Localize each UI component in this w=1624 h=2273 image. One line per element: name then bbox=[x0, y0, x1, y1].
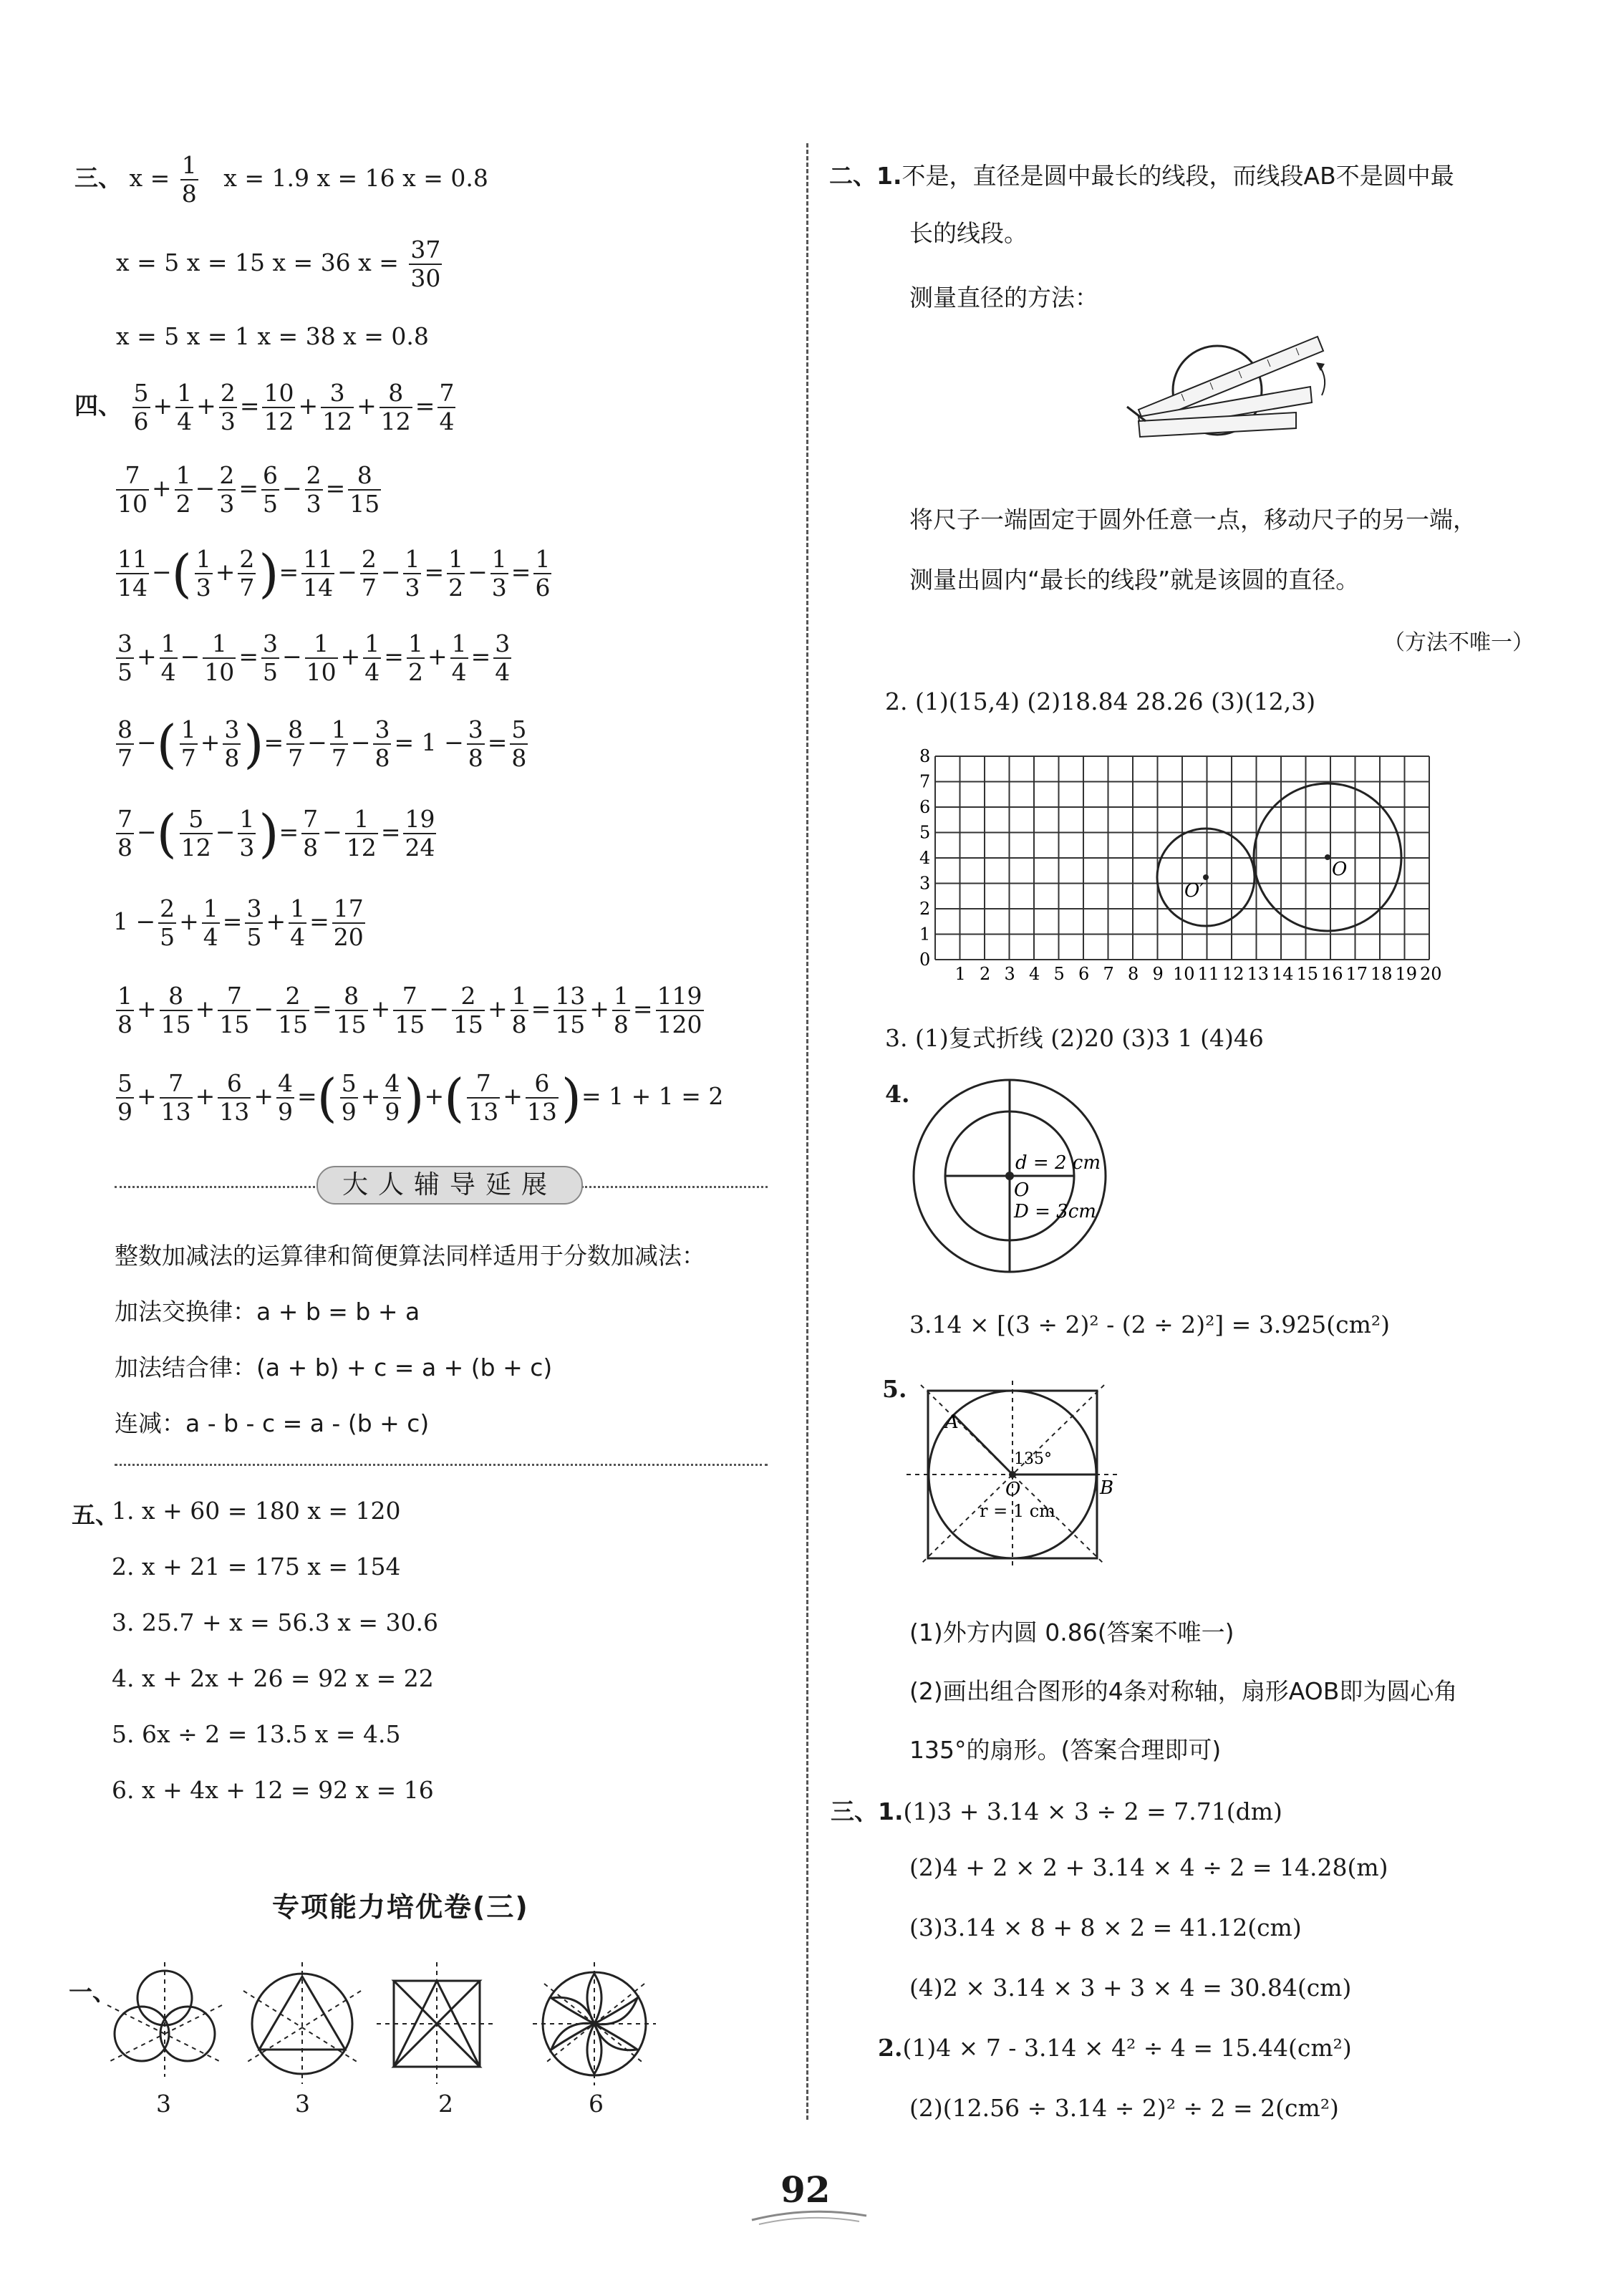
special-label: 一、 bbox=[69, 1978, 116, 2006]
section-4-expr-4: $\frac{3}{5}$ + $\frac{1}{4}$ − $\frac{1}{10}$ = $\frac{3}{5}$ − $\frac{1}{10}$ + $\frac{1}{4}$ = $\frac{1}{2}$ + $\frac{1}{4}$ = $\frac{3}{4}$ bbox=[117, 629, 511, 686]
q2-4-formula: 3.14 × [(3 ÷ 2)² - (2 ÷ 2)²] = 3.925(cm²) bbox=[909, 1311, 1391, 1338]
section-3-row-3: x = 5 x = 1 x = 38 x = 0.8 bbox=[116, 322, 429, 350]
q2-3-text: 3. (1)复式折线 (2)20 (3)3 1 (4)46 bbox=[885, 1024, 1264, 1052]
x-tick-label: 3 bbox=[1004, 964, 1015, 984]
point-O2-label: O′ bbox=[1184, 880, 1204, 902]
extension-banner: 大人辅导延展 bbox=[316, 1166, 583, 1205]
column-divider bbox=[806, 143, 808, 2120]
x-tick-label: 4 bbox=[1029, 964, 1040, 984]
q2-5-answer-2: (2)画出组合图形的4条对称轴，扇形AOB即为圆心角 bbox=[909, 1677, 1458, 1705]
figure-triangle-in-circle bbox=[243, 1962, 361, 2084]
y-tick-label: 3 bbox=[919, 873, 931, 894]
x-tick-label: 15 bbox=[1296, 964, 1319, 984]
axis-count: 2 bbox=[438, 2090, 453, 2118]
section-4-expr-6: $\frac{7}{8}$ −( $\frac{5}{12}$ − $\frac{1}{3}$ )= $\frac{7}{8}$ − $\frac{1}{12}$ = $\frac{19}{24}$ bbox=[117, 803, 435, 864]
section-3-label: 三、 bbox=[74, 164, 122, 192]
q2-1-line-4: 将尺子一端固定于圆外任意一点，移动尺子的另一端， bbox=[909, 506, 1476, 534]
svg-text:A: A bbox=[945, 1411, 959, 1433]
section-5-item: 6. x + 4x + 12 = 92 x = 16 bbox=[112, 1776, 434, 1804]
section-5-item: 4. x + 2x + 26 = 92 x = 22 bbox=[112, 1664, 434, 1692]
section-4-expr-8: $\frac{1}{8}$ + $\frac{8}{15}$ + $\frac{7}{15}$ − $\frac{2}{15}$ = $\frac{8}{15}$ + $\frac{7}{15}$ − $\frac{2}{15}$ + $\frac{1}{8}$ = $\frac{13}{15}$ + $\frac{1}{8}$ = $\frac{119}{120}$ bbox=[117, 982, 702, 1038]
x-tick-label: 8 bbox=[1128, 964, 1139, 984]
y-tick-label: 0 bbox=[919, 950, 931, 970]
section-4-expr-2: $\frac{7}{10}$ + $\frac{1}{2}$ − $\frac{2}{3}$ = $\frac{6}{5}$ − $\frac{2}{3}$ = $\frac{8}{15}$ bbox=[117, 461, 380, 518]
square-circle-figure bbox=[885, 1381, 1128, 1574]
figure-hourglass bbox=[377, 1962, 497, 2084]
q2-1-line-3: 测量直径的方法： bbox=[909, 284, 1098, 312]
y-tick-label: 7 bbox=[919, 771, 931, 792]
section-3-row-1: 三、 x = $\frac{1}{8}$ x = 1.9 x = 16 x = 0.8 bbox=[74, 151, 488, 208]
svg-text:r = 1 cm: r = 1 cm bbox=[980, 1501, 1055, 1521]
figure-flower bbox=[533, 1962, 656, 2085]
page-swoosh bbox=[745, 2206, 874, 2227]
y-tick-label: 5 bbox=[919, 822, 931, 843]
fraction: $\frac{37}{30}$ bbox=[410, 236, 441, 292]
x-tick-label: 19 bbox=[1395, 964, 1418, 984]
y-tick-label: 8 bbox=[919, 746, 931, 766]
x-tick-label: 2 bbox=[980, 964, 991, 984]
section-5-item: 2. x + 21 = 175 x = 154 bbox=[112, 1553, 401, 1581]
y-tick-label: 4 bbox=[919, 848, 931, 868]
section-4-label: 四、 bbox=[74, 392, 122, 420]
annulus-figure bbox=[907, 1074, 1121, 1282]
svg-text:135°: 135° bbox=[1014, 1450, 1052, 1468]
x-tick-label: 11 bbox=[1197, 964, 1220, 984]
extension-intro: 整数加减法的运算律和简便算法同样适用于分数加减法： bbox=[115, 1242, 705, 1270]
fraction: $\frac{1}{8}$ bbox=[181, 151, 197, 208]
q2-1-line-1: 二、1.不是，直径是圆中最长的线段，而线段AB不是圆中最 bbox=[829, 162, 1454, 190]
y-tick-label: 2 bbox=[919, 899, 931, 919]
x-tick-label: 13 bbox=[1247, 964, 1270, 984]
x-tick-label: 17 bbox=[1345, 964, 1368, 984]
svg-text:D = 3cm: D = 3cm bbox=[1014, 1201, 1096, 1222]
x-tick-label: 9 bbox=[1152, 964, 1164, 984]
q3-line-5: 2.(1)4 × 7 - 3.14 × 4² ÷ 4 = 15.44(cm²) bbox=[878, 2034, 1352, 2062]
q2-5-label: 5. bbox=[882, 1375, 907, 1403]
section-4-expr-5: $\frac{8}{7}$ −( $\frac{1}{7}$ + $\frac{3}{8}$ )= $\frac{8}{7}$ − $\frac{1}{7}$ − $\frac{3}{8}$ = 1 − $\frac{3}{8}$ = $\frac{5}{8}$ bbox=[117, 714, 527, 774]
x-tick-label: 6 bbox=[1078, 964, 1090, 984]
divider bbox=[581, 1186, 768, 1188]
extension-rule-3: 连减：a - b - c = a - (b + c) bbox=[115, 1409, 430, 1437]
section-4-expr-9: $\frac{5}{9}$ + $\frac{7}{13}$ + $\frac{6}{13}$ + $\frac{4}{9}$ =( $\frac{5}{9}$ + $\frac{4}{9}$ )+( $\frac{7}{13}$ + $\frac{6}{13}$ )= 1 + 1 = 2 bbox=[117, 1068, 724, 1128]
x-tick-label: 14 bbox=[1272, 964, 1294, 984]
x-tick-label: 20 bbox=[1420, 964, 1442, 984]
section-4-expr-1: 四、 $\frac{5}{6}$ + $\frac{1}{4}$ + $\frac{2}{3}$ = $\frac{10}{12}$ + $\frac{3}{12}$ + $\frac{8}{12}$ = $\frac{7}{4}$ bbox=[74, 379, 455, 435]
section-5-item: 5. 6x ÷ 2 = 13.5 x = 4.5 bbox=[112, 1720, 401, 1748]
x-tick-label: 18 bbox=[1371, 964, 1393, 984]
symmetry-figures bbox=[93, 1962, 809, 2091]
ruler-illustration bbox=[1124, 329, 1339, 480]
section-5-label: 五、 bbox=[72, 1501, 119, 1529]
extension-rule-2: 加法结合律：(a + b) + c = a + (b + c) bbox=[115, 1353, 553, 1381]
svg-text:B: B bbox=[1100, 1477, 1114, 1499]
extension-rule-1: 加法交换律：a + b = b + a bbox=[115, 1298, 420, 1326]
divider bbox=[115, 1464, 768, 1466]
q2-5-answer-1: (1)外方内圆 0.86(答案不唯一) bbox=[909, 1618, 1234, 1646]
q2-5-answer-3: 135°的扇形。(答案合理即可) bbox=[909, 1736, 1222, 1764]
q3-line-3: (3)3.14 × 8 + 8 × 2 = 41.12(cm) bbox=[909, 1914, 1302, 1941]
section-4-expr-7: 1 − $\frac{2}{5}$ + $\frac{1}{4}$ = $\frac{3}{5}$ + $\frac{1}{4}$ = $\frac{17}{20}$ bbox=[113, 894, 364, 951]
special-title: 专项能力培优卷(三) bbox=[272, 1891, 529, 1923]
x-tick-label: 10 bbox=[1173, 964, 1195, 984]
axis-count: 3 bbox=[295, 2090, 310, 2118]
y-tick-label: 6 bbox=[919, 797, 931, 817]
page-number: 92 bbox=[780, 2168, 831, 2211]
svg-text:O: O bbox=[1005, 1479, 1021, 1500]
x-tick-label: 5 bbox=[1053, 964, 1065, 984]
x-tick-label: 16 bbox=[1321, 964, 1343, 984]
q3-line-1: 三、1.(1)3 + 3.14 × 3 ÷ 2 = 7.71(dm) bbox=[831, 1797, 1282, 1825]
figure-three-circles bbox=[107, 1962, 222, 2077]
section-3-row-2: x = 5 x = 15 x = 36 x = $\frac{37}{30}$ bbox=[116, 236, 441, 292]
q3-line-2: (2)4 + 2 × 2 + 3.14 × 4 ÷ 2 = 14.28(m) bbox=[909, 1853, 1388, 1881]
coordinate-grid bbox=[909, 745, 1475, 988]
q3-line-6: (2)(12.56 ÷ 3.14 ÷ 2)² ÷ 2 = 2(cm²) bbox=[909, 2094, 1339, 2122]
x-tick-label: 7 bbox=[1103, 964, 1114, 984]
q2-1-line-2: 长的线段。 bbox=[909, 219, 1028, 247]
section-5-item: 3. 25.7 + x = 56.3 x = 30.6 bbox=[112, 1608, 439, 1636]
divider bbox=[115, 1186, 315, 1188]
q3-line-4: (4)2 × 3.14 × 3 + 3 × 4 = 30.84(cm) bbox=[909, 1974, 1352, 2002]
x-tick-label: 1 bbox=[954, 964, 966, 984]
axis-count: 3 bbox=[156, 2090, 171, 2118]
q2-1-line-5: 测量出圆内“最长的线段”就是该圆的直径。 bbox=[909, 566, 1360, 594]
svg-text:O: O bbox=[1014, 1179, 1030, 1201]
point-O-label: O bbox=[1332, 859, 1348, 880]
y-tick-label: 1 bbox=[919, 924, 931, 945]
section-4-expr-3: $\frac{11}{14}$ −( $\frac{1}{3}$ + $\frac{2}{7}$ )= $\frac{11}{14}$ − $\frac{2}{7}$ − $\frac{1}{3}$ = $\frac{1}{2}$ − $\frac{1}{3}$ = $\frac{1}{6}$ bbox=[117, 544, 551, 604]
q2-1-note: （方法不唯一） bbox=[1383, 630, 1534, 655]
axis-count: 6 bbox=[589, 2090, 604, 2118]
x-tick-label: 12 bbox=[1222, 964, 1244, 984]
q2-4-label: 4. bbox=[885, 1080, 910, 1108]
svg-text:d = 2 cm: d = 2 cm bbox=[1015, 1152, 1101, 1174]
q2-2-text: 2. (1)(15,4) (2)18.84 28.26 (3)(12,3) bbox=[885, 687, 1316, 715]
section-5-item: 1. x + 60 = 180 x = 120 bbox=[112, 1497, 401, 1525]
